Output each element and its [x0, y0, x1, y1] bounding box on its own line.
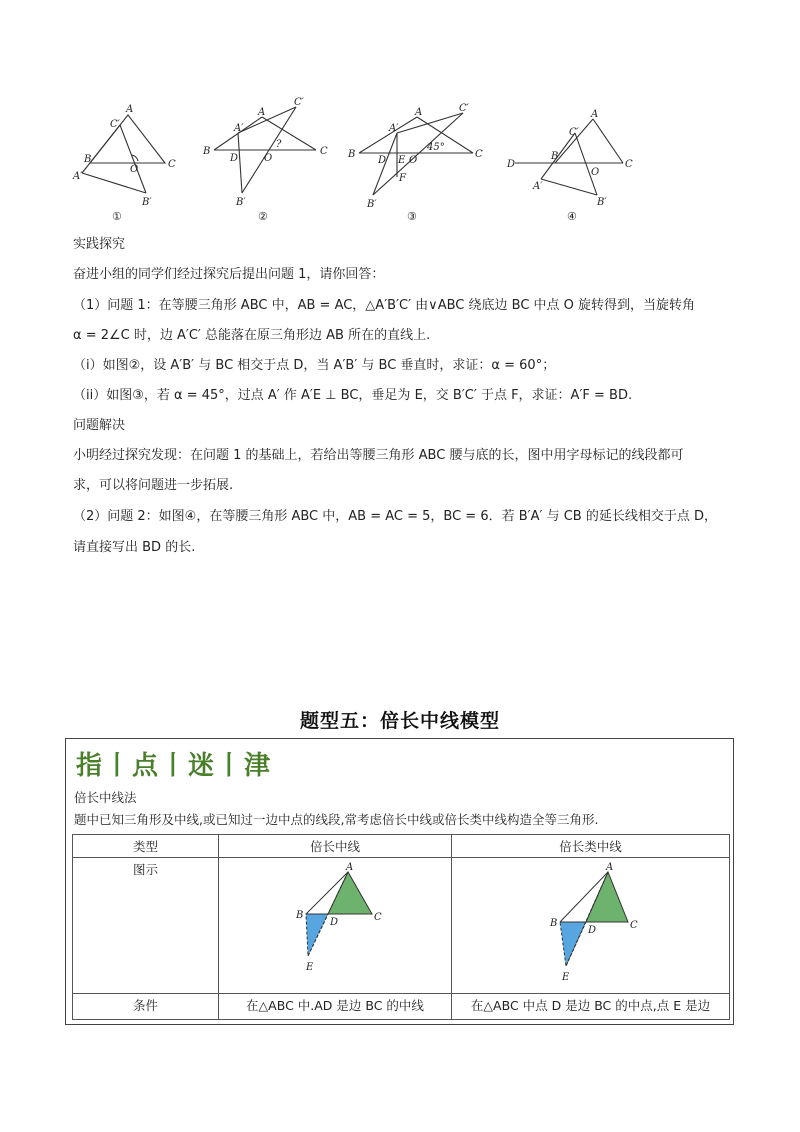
- label-C: C: [374, 912, 382, 923]
- label-D: D: [507, 159, 516, 170]
- label-B-prime: B′: [367, 199, 377, 210]
- label-C: C: [475, 149, 483, 160]
- header-type: 类型: [73, 835, 219, 858]
- label-B: B: [296, 910, 304, 921]
- heading-practice: 实践探究: [73, 237, 126, 252]
- method-description: 题中已知三角形及中线,或已知过一边中点的线段,常考虑倍长中线或倍长类中线构造全等三角形.: [74, 812, 599, 827]
- label-D: D: [378, 155, 387, 166]
- q1-line2: α = 2∠C 时，边 A′C′ 总能落在原三角形边 AB 所在的直线上.: [73, 328, 431, 343]
- label-B-prime: B′: [236, 197, 246, 208]
- label-C: C: [320, 146, 328, 157]
- figure-2: [200, 95, 335, 225]
- label-A-prime: A′: [73, 171, 83, 182]
- label-A: A: [415, 107, 423, 118]
- table-condition-row: [73, 994, 730, 1020]
- q1-line1: （1）问题 1：在等腰三角形 ABC 中，AB = AC，△A′B′C′ 由∨ABC 绕底边 BC 中点 O 旋转得到，当旋转角: [73, 298, 696, 313]
- condition-quasi-median: 在△ABC 中点 D 是边 BC 的中点,点 E 是边: [452, 994, 730, 1020]
- figure-4: [505, 95, 645, 225]
- condition-median: 在△ABC 中.AD 是边 BC 的中线: [219, 994, 452, 1020]
- label-question: ?: [276, 139, 282, 150]
- row-figure-label: 图示: [73, 858, 219, 994]
- label-E: E: [306, 962, 314, 973]
- label-C-prime: C′: [459, 103, 469, 114]
- figure-1: [70, 95, 190, 225]
- label-B: B: [84, 154, 92, 165]
- label-D: D: [330, 917, 339, 928]
- label-O: O: [130, 164, 139, 175]
- label-C: C: [625, 159, 633, 170]
- label-C: C: [168, 159, 176, 170]
- section-title: 题型五：倍长中线模型: [299, 710, 500, 732]
- figure-median: [219, 858, 452, 994]
- tip-badge: 指丨点丨迷丨津: [76, 751, 273, 781]
- label-B: B: [549, 918, 557, 929]
- label-O: O: [409, 155, 418, 166]
- q1-part-ii: （ii）如图③，若 α = 45°，过点 A′ 作 A′E ⊥ BC，垂足为 E，交 B′C′ 于点 F，求证：A′F = BD.: [73, 388, 633, 403]
- label-C: C: [629, 920, 638, 931]
- label-F: F: [399, 173, 406, 184]
- tip-box: [65, 738, 734, 1025]
- label-A: A: [258, 107, 266, 118]
- label-C-prime: C′: [294, 97, 304, 108]
- caption-2: ②: [258, 210, 268, 223]
- label-A-prime: A′: [533, 181, 543, 192]
- label-B: B: [203, 146, 211, 157]
- label-A: A: [591, 109, 599, 120]
- label-A-prime: A′: [234, 123, 244, 134]
- table-header-row: [73, 835, 730, 858]
- heading-solve: 问题解决: [73, 418, 126, 433]
- header-quasi-median: 倍长类中线: [452, 835, 730, 858]
- solve-line1: 小明经过探究发现：在问题 1 的基础上，若给出等腰三角形 ABC 腰与底的长，图中用字母标记的线段都可: [73, 448, 684, 463]
- label-A: A: [605, 862, 613, 873]
- label-A: A: [346, 862, 354, 873]
- table-figure-row: [73, 858, 730, 994]
- label-O: O: [264, 153, 273, 164]
- label-B: B: [551, 151, 559, 162]
- label-C-prime: C′: [569, 127, 579, 138]
- label-O: O: [591, 167, 600, 178]
- label-B-prime: B′: [142, 197, 152, 208]
- label-C-prime: C′: [110, 119, 120, 130]
- solve-line2: 求，可以将问题进一步拓展.: [73, 478, 234, 493]
- q1-part-i: （i）如图②，设 A′B′ 与 BC 相交于点 D，当 A′B′ 与 BC 垂直时，求证：α = 60°；: [73, 358, 556, 373]
- label-angle-45: 45°: [427, 142, 445, 153]
- q2-line2: 请直接写出 BD 的长.: [73, 540, 196, 555]
- q2-line1: （2）问题 2：如图④，在等腰三角形 ABC 中，AB = AC = 5，BC = 6．若 B′A′ 与 CB 的延长线相交于点 D，: [73, 509, 717, 524]
- caption-1: ①: [112, 210, 122, 223]
- label-B: B: [348, 149, 356, 160]
- row-condition-label: 条件: [73, 994, 219, 1020]
- label-D: D: [230, 153, 239, 164]
- header-median: 倍长中线: [219, 835, 452, 858]
- label-A-prime: A′: [389, 123, 399, 134]
- caption-3: ③: [407, 210, 417, 223]
- method-title: 倍长中线法: [74, 790, 137, 805]
- label-D: D: [587, 925, 596, 936]
- label-B-prime: B′: [597, 197, 607, 208]
- label-A: A: [126, 104, 134, 115]
- figure-3: [345, 95, 485, 225]
- caption-4: ④: [567, 210, 577, 223]
- method-table: [72, 834, 730, 1020]
- figure-quasi-median: [452, 858, 730, 994]
- label-E: E: [398, 155, 406, 166]
- label-E: E: [561, 972, 569, 983]
- problem-intro: 奋进小组的同学们经过探究后提出问题 1，请你回答：: [73, 267, 385, 282]
